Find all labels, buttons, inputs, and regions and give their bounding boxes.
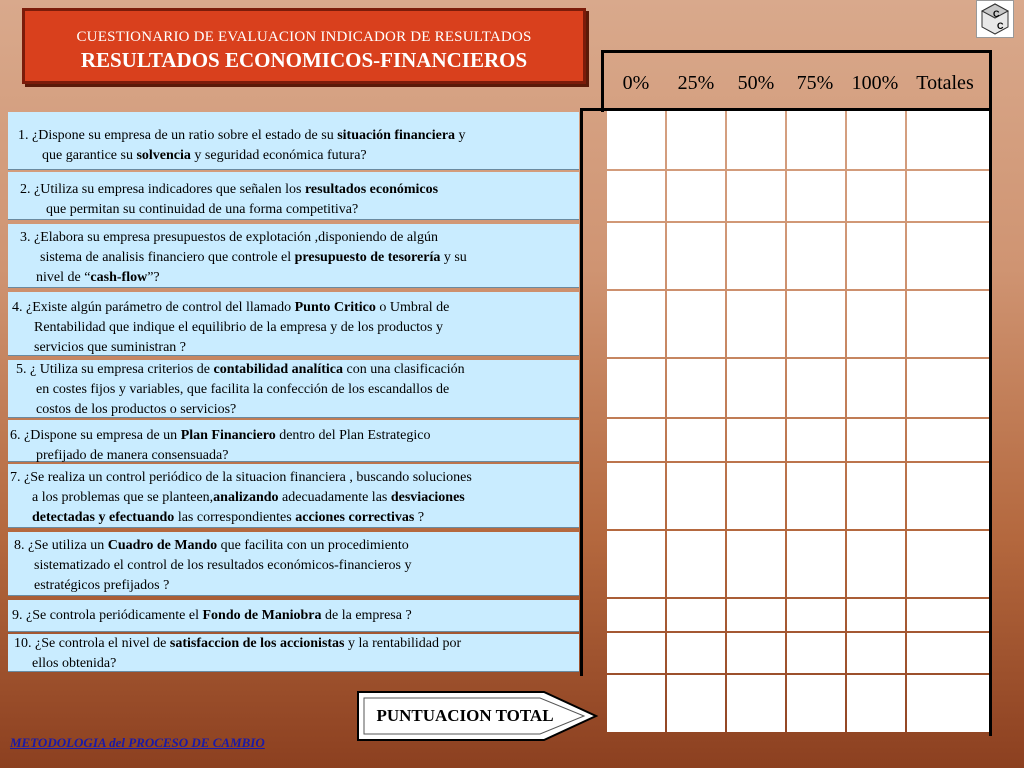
question-text: 5. ¿ Utiliza su empresa criterios de [16,362,214,377]
column-header: 25% [677,72,715,94]
score-cell[interactable] [787,171,845,221]
question-bold-term: resultados económicos [304,182,439,197]
question-text: y la rentabilidad por [344,636,462,651]
score-cell[interactable] [667,359,725,417]
question-line [8,606,579,626]
question-line [8,400,579,420]
question-item [8,420,579,462]
score-cell[interactable] [727,223,785,289]
total-cell[interactable] [607,675,665,732]
question-text: 6. ¿Dispone su empresa de un [10,428,181,443]
question-text: ”? [147,270,160,285]
score-cell[interactable] [847,111,905,169]
score-cell[interactable] [907,463,989,529]
score-cell[interactable] [667,111,725,169]
score-cell[interactable] [727,633,785,673]
total-label: PUNTUACION TOTAL [376,706,554,725]
score-cell[interactable] [847,599,905,631]
question-bold-term: acciones correctivas [295,510,415,525]
score-cell[interactable] [607,359,665,417]
question-line [8,360,579,380]
score-cell[interactable] [787,419,845,461]
question-bold-term: cash-flow [90,270,148,285]
score-cell[interactable] [787,463,845,529]
score-cell[interactable] [727,531,785,597]
score-cell[interactable] [787,291,845,357]
question-line [8,200,579,220]
title-box [22,8,586,84]
question-line [8,318,579,338]
title-line1: CUESTIONARIO DE EVALUACION INDICADOR DE RESULTADOS [76,29,532,45]
question-text: estratégicos prefijados ? [34,578,170,593]
logo [976,0,1014,38]
question-text: y [455,128,466,143]
question-line [8,268,579,288]
score-cell[interactable] [847,419,905,461]
grid-header-bottom-border [580,108,992,111]
score-cell[interactable] [907,531,989,597]
question-text: servicios que suministran ? [34,340,187,355]
question-text: con una clasificación [343,362,465,377]
score-cell[interactable] [607,531,665,597]
question-line [8,508,579,528]
question-bold-term: analizando [213,490,279,505]
question-text: adecuadamente las [278,490,391,505]
question-text: en costes fijos y variables, que facilita la confección de los escandallos de [36,382,450,397]
score-cell[interactable] [727,171,785,221]
score-cell[interactable] [667,633,725,673]
question-text: 1. ¿Dispone su empresa de un ratio sobre el estado de su [18,128,338,143]
score-cell[interactable] [727,111,785,169]
question-text: sistema de analisis financiero que controle el [40,250,295,265]
score-cell[interactable] [847,291,905,357]
total-cell[interactable] [907,675,989,732]
question-line [8,298,579,318]
question-line [8,488,579,508]
question-text: 2. ¿Utiliza su empresa indicadores que señalen los [20,182,305,197]
question-text: dentro del Plan Estrategico [275,428,431,443]
column-header: 75% [796,72,834,94]
score-cell[interactable] [847,531,905,597]
question-text: ? [414,510,425,525]
score-cell[interactable] [847,633,905,673]
question-bold-term: solvencia [136,148,191,163]
question-bold-term: Punto Critico [294,300,376,315]
score-cell[interactable] [907,419,989,461]
question-line [8,654,579,674]
column-header: Totales [916,72,974,94]
score-cell[interactable] [847,359,905,417]
question-text: las correspondientes [174,510,296,525]
score-cell[interactable] [787,633,845,673]
score-cell[interactable] [907,223,989,289]
score-cell[interactable] [787,359,845,417]
question-text: y su [440,250,467,265]
score-cell[interactable] [667,419,725,461]
score-cell[interactable] [667,599,725,631]
column-header: 100% [851,72,899,94]
score-cell[interactable] [907,599,989,631]
question-line [8,180,579,200]
question-text: 7. ¿Se realiza un control periódico de la situacion financiera , buscando soluciones [10,470,472,485]
question-text: prefijado de manera consensuada? [36,448,229,463]
question-text: de la empresa ? [321,608,412,623]
question-text: 4. ¿Existe algún parámetro de control del llamado [12,300,295,315]
total-cell[interactable] [727,675,785,732]
question-item [8,224,579,288]
question-text: y seguridad económica futura? [190,148,367,163]
question-line [8,468,579,488]
question-item [8,292,579,356]
question-text: que permitan su continuidad de una forma competitiva? [46,202,359,217]
footer-link[interactable]: METODOLOGIA del PROCESO DE CAMBIO [10,735,265,750]
score-cell[interactable] [607,599,665,631]
question-item [8,634,579,672]
score-cell[interactable] [607,463,665,529]
score-cell[interactable] [787,223,845,289]
score-cell[interactable] [667,463,725,529]
score-cell[interactable] [847,171,905,221]
question-bold-term: desviaciones [390,490,465,505]
grid-left-border [580,108,583,676]
question-bold-term: detectadas y efectuando [32,510,175,525]
question-item [8,360,579,418]
score-cell[interactable] [727,599,785,631]
column-header: 0% [622,72,650,94]
question-line [8,380,579,400]
question-bold-term: Cuadro de Mando [107,538,218,553]
question-text: que garantice su [42,148,137,163]
question-line [8,146,579,166]
question-line [8,576,579,596]
score-cell[interactable] [667,531,725,597]
question-bold-term: Plan Financiero [180,428,276,443]
score-cell[interactable] [907,171,989,221]
question-line [8,446,579,466]
score-cell[interactable] [607,291,665,357]
score-cell[interactable] [907,111,989,169]
question-text: sistematizado el control de los resultados económicos-financieros y [34,558,412,573]
question-item [8,600,579,632]
question-text: costos de los productos o servicios? [36,402,237,417]
score-cell[interactable] [607,223,665,289]
question-line [8,248,579,268]
question-text: a los problemas que se planteen, [32,490,214,505]
score-cell[interactable] [727,463,785,529]
question-line [8,634,579,654]
question-text: nivel de “ [36,270,91,285]
score-cell[interactable] [667,291,725,357]
score-cell[interactable] [907,359,989,417]
question-text: Rentabilidad que indique el equilibrio de la empresa y de los productos y [34,320,444,335]
logo-letter-2: C [997,21,1004,31]
question-line [8,556,579,576]
score-cell[interactable] [607,111,665,169]
question-item [8,112,579,170]
score-cell[interactable] [847,223,905,289]
score-cell[interactable] [907,633,989,673]
score-cell[interactable] [727,419,785,461]
score-cell[interactable] [607,633,665,673]
score-cell[interactable] [907,291,989,357]
score-cell[interactable] [787,531,845,597]
grid-right-border [989,50,992,736]
question-text: 9. ¿Se controla periódicamente el [12,608,203,623]
question-bold-term: presupuesto de tesorería [294,250,441,265]
logo-icon [977,1,1013,37]
question-line [8,338,579,358]
question-line [8,426,579,446]
logo-letter-1: C [993,9,1000,19]
grid-top-border [601,50,992,53]
question-item [8,532,579,596]
question-line [8,536,579,556]
question-text: o Umbral de [375,300,450,315]
question-bold-term: contabilidad analítica [213,362,344,377]
question-text: 3. ¿Elabora su empresa presupuestos de explotación ,disponiendo de algún [20,230,438,245]
question-text: 8. ¿Se utiliza un [14,538,108,553]
question-bold-term: situación financiera [337,128,456,143]
question-text: que facilita con un procedimiento [217,538,409,553]
column-header: 50% [737,72,775,94]
question-text: 10. ¿Se controla el nivel de [14,636,170,651]
score-cell[interactable] [727,359,785,417]
question-line [8,228,579,248]
score-cell[interactable] [607,171,665,221]
score-cell[interactable] [667,171,725,221]
score-cell[interactable] [787,599,845,631]
title-line2: RESULTADOS ECONOMICOS-FINANCIEROS [80,48,528,72]
score-cell[interactable] [727,291,785,357]
question-line [8,126,579,146]
score-grid [583,50,992,736]
question-item [8,172,579,220]
question-text: ellos obtenida? [32,656,117,671]
score-cell[interactable] [667,223,725,289]
question-bold-term: satisfaccion de los accionistas [169,636,345,651]
score-cell[interactable] [787,111,845,169]
score-cell[interactable] [847,463,905,529]
score-cell[interactable] [607,419,665,461]
question-item [8,464,579,528]
total-cell[interactable] [667,675,725,732]
total-cell[interactable] [847,675,905,732]
total-cell[interactable] [787,675,845,732]
question-bold-term: Fondo de Maniobra [202,608,322,623]
